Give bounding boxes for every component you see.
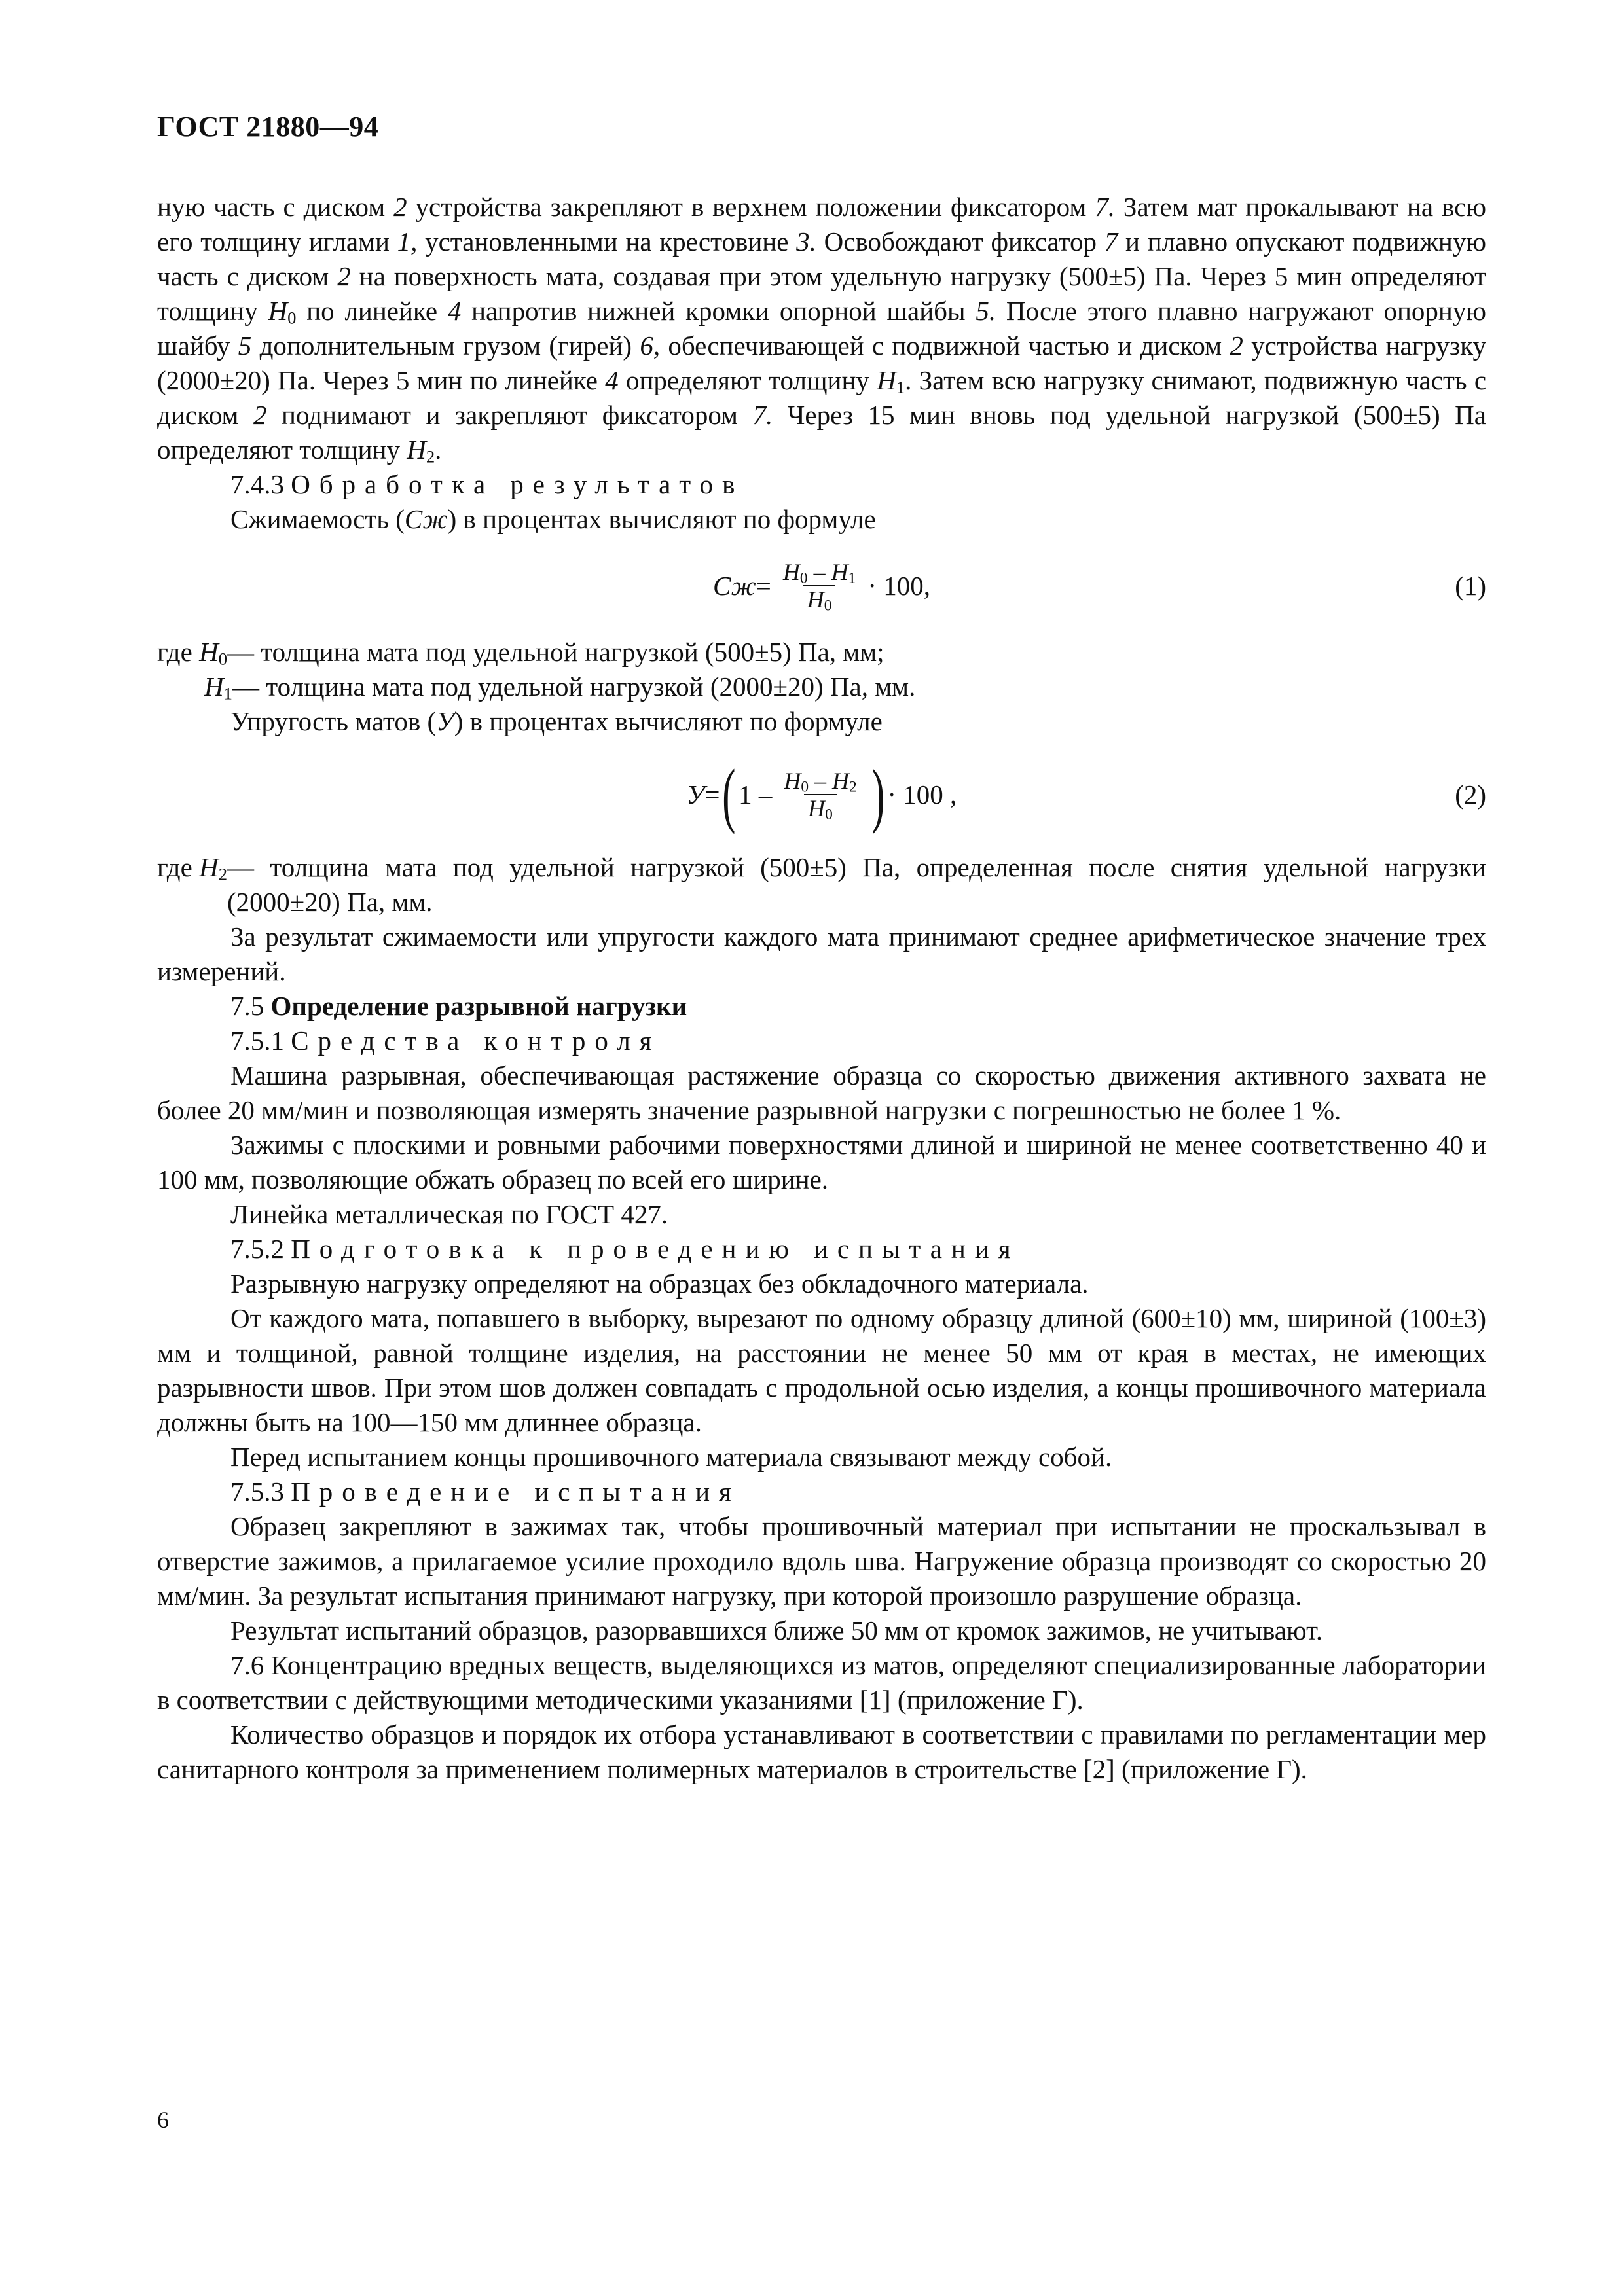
- formula-2-number: (2): [1455, 779, 1486, 810]
- paragraph-elasticity: Упругость матов (У) в процентах вычисляют по формуле: [230, 706, 883, 736]
- paragraph-procedure: ную часть с диском 2 устройства закрепляют в верхнем положении фиксатором 7. Затем мат прокалывают на всю его толщину иглами 1, установленными на крестовине 3. Освобождают фиксатор 7 и плавно опускают подвижную часть с диском 2 на поверхность мата, создавая при этом удельную нагрузку (500±5) Па. Через 5 мин определяют толщину $H_0$ по линейке 4 напротив нижней кромки опорной шайбы 5. После этого плавно нагружают опорную шайбу 5 дополнительным грузом (гирей) 6, обеспечивающей с подвижной частью и диском 2 устройства нагрузку (2000±20) Па. Через 5 мин по линейке 4 определяют толщину $H_1$. Затем всю нагрузку снимают, подвижную часть с диском 2 поднимают и закрепляют фиксатором 7. Через 15 мин вновь под удельной нагрузкой (500±5) Па определяют толщину $H_2$.: [157, 192, 1487, 467]
- section-heading-7-5: 7.5 Определение разрывной нагрузки: [230, 991, 687, 1021]
- section-heading-7-5-2: 7.5.2 Подготовка к проведению испытания: [230, 1234, 1020, 1264]
- paragraph-samples-a: Разрывную нагрузку определяют на образцах без обкладочного материала.: [230, 1268, 1089, 1299]
- definition-H1: $H_1$ — толщина мата под удельной нагрузкой (2000±20) Па, мм.: [204, 672, 916, 704]
- definitions-1: [157, 635, 1486, 704]
- paragraph-result: За результат сжимаемости или упругости каждого мата принимают среднее арифметическое значение трех измерений.: [157, 922, 1486, 986]
- paragraph-ruler: Линейка металлическая по ГОСТ 427.: [230, 1199, 668, 1229]
- formula-2: [157, 739, 1486, 850]
- formula-2-expression: У = ( 1 – $\frac{H_0 - H_2}{H_0}$ ) · 100 ,: [686, 755, 957, 834]
- definition-H2: где $H_2$ — толщина мата под удельной нагрузкой (500±5) Па, определенная после снятия удельной нагрузки (2000±20) Па, мм.: [157, 852, 1486, 917]
- document-header: ГОСТ 21880—94: [157, 111, 379, 143]
- paragraph-7-6: 7.6 Концентрацию вредных веществ, выделяющихся из матов, определяют специализированные лаборатории в соответствии с действующими методическими указаниями [1] (приложение Г).: [157, 1650, 1486, 1715]
- section-heading-7-5-3: 7.5.3 Проведение испытания: [230, 1477, 740, 1507]
- formula-1-fraction: $\frac{H_0 - H_1}{H_0}$: [782, 559, 856, 615]
- definition-H0: где $H_0$ — толщина мата под удельной нагрузкой (500±5) Па, мм;: [157, 637, 884, 669]
- paragraph-test-a: Образец закрепляют в зажимах так, чтобы прошивочный материал при испытании не проскальзывал в отверстие зажимов, а прилагаемое усилие проходило вдоль шва. Нагружение образца производят со скоростью 20 мм/мин. За результат испытания принимают нагрузку, при которой произошло разрушение образца.: [157, 1511, 1486, 1611]
- document-body: [157, 190, 1486, 1787]
- paragraph-samples-b: От каждого мата, попавшего в выборку, вырезают по одному образцу длиной (600±10) мм, шириной (100±3) мм и толщиной, равной толщине изделия, на расстоянии не менее 50 мм от края в местах, не имеющих разрывности швов. При этом шов должен совпадать с продольной осью изделия, а концы прошивочного материала должны быть на 100—150 мм длиннее образца.: [157, 1303, 1486, 1437]
- paragraph-clamps: Зажимы с плоскими и ровными рабочими поверхностями длиной и шириной не менее соответственно 40 и 100 мм, позволяющие обжать образец по всей его ширине.: [157, 1130, 1486, 1194]
- definitions-2: [157, 850, 1486, 920]
- paragraph-compressibility: Сжимаемость (Сж) в процентах вычисляют по формуле: [230, 504, 876, 534]
- formula-1: [157, 537, 1486, 635]
- paragraph-7-6-samples: Количество образцов и порядок их отбора устанавливают в соответствии с правилами по регламентации мер санитарного контроля за применением полимерных материалов в строительстве [2] (приложение Г).: [157, 1719, 1486, 1784]
- formula-1-expression: Сж = $\frac{H_0 - H_1}{H_0}$ · 100,: [713, 559, 930, 615]
- paragraph-test-b: Результат испытаний образцов, разорвавшихся ближе 50 мм от кромок зажимов, не учитывают.: [230, 1615, 1323, 1645]
- formula-1-number: (1): [1455, 570, 1486, 601]
- section-heading-7-5-1: 7.5.1 Средства контроля: [230, 1026, 661, 1056]
- section-heading-7-4-3: 7.4.3 Обработка результатов: [230, 469, 744, 499]
- formula-2-fraction: $\frac{H_0 - H_2}{H_0}$: [784, 768, 857, 823]
- paragraph-samples-c: Перед испытанием концы прошивочного материала связывают между собой.: [230, 1442, 1112, 1472]
- paragraph-machine: Машина разрывная, обеспечивающая растяжение образца со скоростью движения активного захвата не более 20 мм/мин и позволяющая измерять значение разрывной нагрузки с погрешностью не более 1 %.: [157, 1060, 1486, 1125]
- page-number: 6: [157, 2107, 169, 2133]
